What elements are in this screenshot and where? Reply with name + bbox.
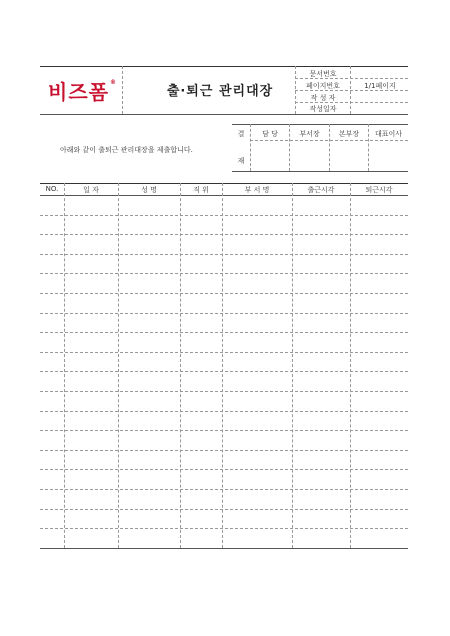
header-bottom-rule (40, 114, 408, 115)
logo-text: 비즈폼 (48, 80, 109, 104)
submission-statement: 아래와 같이 출퇴근 관리대장을 제출합니다. (60, 146, 193, 154)
table-col-divider (350, 183, 351, 548)
approval-side-bottom: 재 (237, 157, 245, 165)
table-col-divider (118, 183, 119, 548)
table-row-line (40, 469, 408, 470)
table-row-line (40, 254, 408, 255)
approval-col-label: 담 당 (262, 130, 278, 138)
table-header-cell: 성 명 (141, 186, 157, 194)
page-number-value: 1/1페이지 (364, 82, 396, 90)
table-col-divider (64, 183, 65, 548)
table-row-line (40, 371, 408, 372)
table-row-line (40, 313, 408, 314)
table-row-line (40, 411, 408, 412)
header-top-rule (40, 66, 408, 67)
table-bottom-rule (40, 548, 408, 549)
table-top-rule (40, 183, 408, 184)
bizform-logo (48, 76, 117, 105)
table-row-line (40, 215, 408, 216)
table-row-line (40, 293, 408, 294)
date-label: 작성일자 (309, 105, 337, 113)
table-header-cell: NO. (45, 185, 59, 193)
table-row-line (40, 509, 408, 510)
approval-side-top: 결 (237, 130, 245, 138)
table-header-cell: 부 서 명 (244, 186, 270, 194)
table-row-line (40, 352, 408, 353)
table-header-cell: 직 위 (193, 186, 209, 194)
table-row-line (40, 234, 408, 235)
table-row-line (40, 450, 408, 451)
table-header-cell: 퇴근시각 (365, 186, 393, 194)
doc-number-label: 문서번호 (309, 70, 337, 78)
document-title: 출·퇴근 관리대장 (166, 84, 274, 99)
table-header-rule (40, 195, 408, 196)
table-row-line (40, 430, 408, 431)
table-row-line (40, 273, 408, 274)
author-label: 작 성 자 (310, 94, 336, 102)
registered-mark: ® (109, 79, 117, 86)
table-header-cell: 출근시각 (307, 186, 335, 194)
table-header-cell: 일 자 (83, 186, 99, 194)
table-row-line (40, 332, 408, 333)
table-row-line (40, 528, 408, 529)
approval-col-label: 본부장 (338, 130, 360, 138)
approval-top-rule (232, 124, 408, 125)
logo-divider (122, 66, 123, 114)
approval-col-label: 대표이사 (374, 130, 403, 138)
table-col-divider (180, 183, 181, 548)
table-row-line (40, 391, 408, 392)
page-number-label: 페이지번호 (306, 82, 340, 90)
approval-bottom-rule (232, 171, 408, 172)
table-row-line (40, 489, 408, 490)
table-col-divider (292, 183, 293, 548)
table-col-divider (222, 183, 223, 548)
approval-col-label: 부서장 (299, 130, 320, 138)
